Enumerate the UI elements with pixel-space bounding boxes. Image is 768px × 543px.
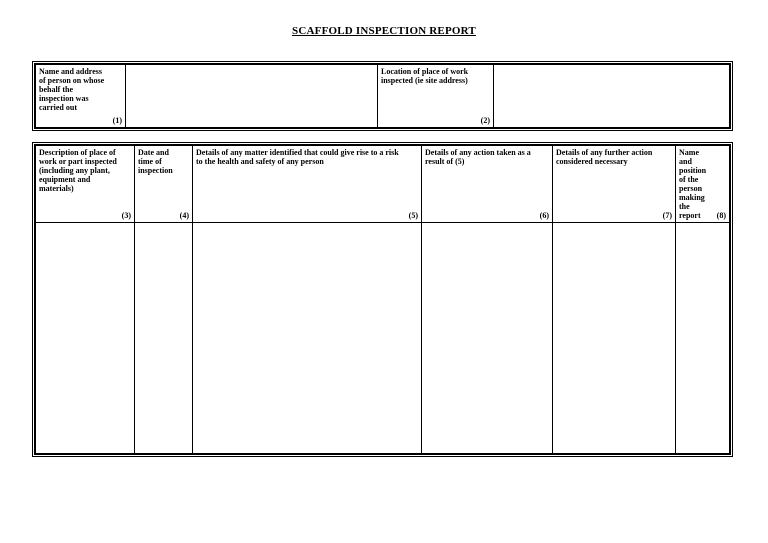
date-entry-cell[interactable] <box>135 223 193 454</box>
column-header-further-action <box>553 146 676 223</box>
further-action-entry-cell[interactable] <box>553 223 676 454</box>
column-number: (4) <box>179 211 189 220</box>
name-address-label: Name and address of person on whose behalf the inspection was carried out <box>39 67 105 112</box>
field-number-2: (2) <box>480 116 490 125</box>
name-address-field[interactable] <box>126 65 378 128</box>
column-number: (8) <box>716 211 726 220</box>
column-label: Date and time of inspection <box>138 148 173 175</box>
column-label: Details of any action taken as a result of (5) <box>425 148 531 166</box>
column-label: Description of place of work or part inspected (including any plant, equipment and materials) <box>39 148 117 193</box>
inspector-entry-cell[interactable] <box>676 223 730 454</box>
header-info-section <box>32 61 733 131</box>
location-label: Location of place of work inspected (ie site address) <box>381 67 469 85</box>
location-label-cell <box>378 65 494 128</box>
column-label: Details of any further action considered necessary <box>556 148 653 166</box>
name-address-label-cell <box>36 65 126 128</box>
column-label: Name and position of the person making the report <box>679 148 707 220</box>
column-header-action-taken <box>422 146 553 223</box>
column-number: (3) <box>121 211 131 220</box>
column-header-description <box>36 146 135 223</box>
column-header-date <box>135 146 193 223</box>
report-title: SCAFFOLD INSPECTION REPORT <box>292 25 476 37</box>
table-entry-row <box>36 223 730 454</box>
column-number: (7) <box>662 211 672 220</box>
risk-details-entry-cell[interactable] <box>193 223 422 454</box>
column-label: Details of any matter identified that could give rise to a risk to the health and safety of any person <box>196 148 399 166</box>
column-number: (6) <box>539 211 549 220</box>
column-number: (5) <box>408 211 418 220</box>
location-field[interactable] <box>494 65 730 128</box>
description-entry-cell[interactable] <box>36 223 135 454</box>
column-header-risk-details <box>193 146 422 223</box>
inspection-table <box>32 142 733 457</box>
table-header-row <box>36 146 730 223</box>
field-number-1: (1) <box>112 116 122 125</box>
column-header-inspector <box>676 146 730 223</box>
action-taken-entry-cell[interactable] <box>422 223 553 454</box>
